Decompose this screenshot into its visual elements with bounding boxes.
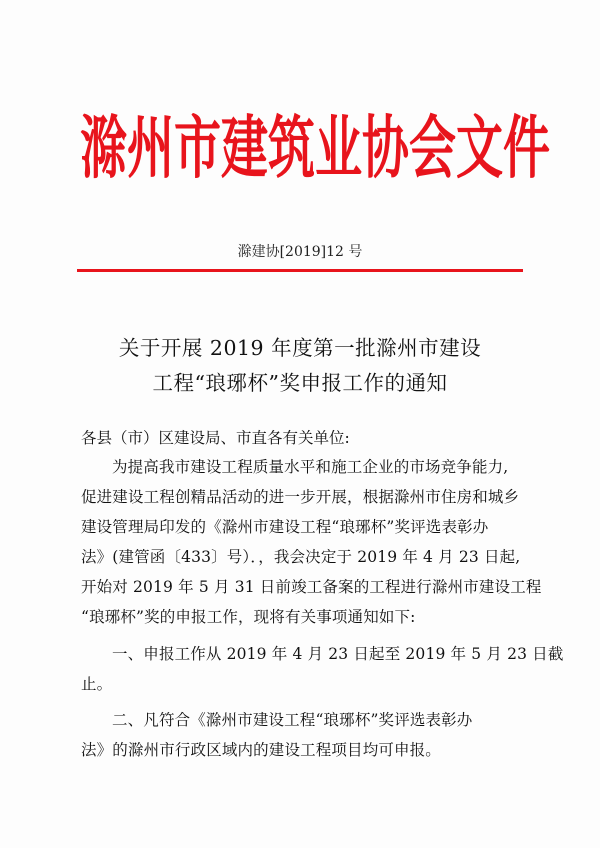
paragraph-line: 法》的滁州市行政区域内的建设工程项目均可申报。	[81, 741, 441, 759]
paragraph-line: “琅琊杯”奖的申报工作，现将有关事项通知如下:	[81, 608, 416, 626]
paragraph-intro	[81, 452, 542, 632]
paragraph-line: 为提高我市建设工程质量水平和施工企业的市场竞争能力,	[112, 458, 509, 476]
paragraph-line: 止。	[81, 675, 113, 693]
paragraph-line: 二、凡符合《滁州市建设工程“琅琊杯”奖评选表彰办	[112, 711, 473, 729]
salutation: 各县（市）区建设局、市直各有关单位:	[81, 429, 350, 447]
notice-title	[70, 331, 530, 401]
paragraph-line: 促进建设工程创精品活动的进一步开展，根据滁州市住房和城乡	[81, 488, 520, 506]
paragraph-line: 一、申报工作从 2019 年 4 月 23 日起至 2019 年 5 月 23 日截	[112, 645, 564, 663]
document-number: 滁建协[2019]12 号	[237, 244, 363, 260]
paragraph-line: 法》(建管函〔433〕号）．，我会决定于 2019 年 4 月 23 日起,	[81, 548, 521, 566]
paragraph-item-2	[81, 705, 523, 765]
masthead-title: 滁州市建筑业协会文件	[80, 109, 550, 189]
paragraph-item-1	[81, 639, 564, 699]
paragraph-line: 建设管理局印发的《滁州市建设工程“琅琊杯”奖评选表彰办	[81, 518, 489, 536]
notice-title-line-2: 工程“琅琊杯”奖申报工作的通知	[152, 371, 448, 395]
red-divider-line	[77, 269, 523, 272]
paragraph-line: 开始对 2019 年 5 月 31 日前竣工备案的工程进行滁州市建设工程	[81, 578, 542, 596]
notice-title-line-1: 关于开展 2019 年度第一批滁州市建设	[118, 336, 482, 360]
